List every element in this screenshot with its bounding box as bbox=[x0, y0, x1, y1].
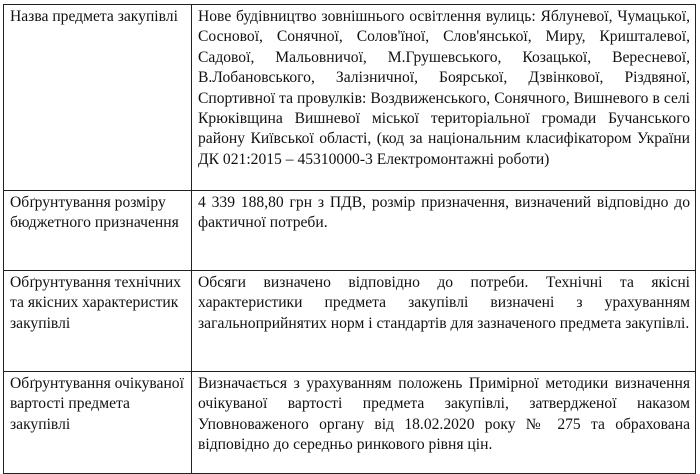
procurement-subject-value: Нове будівництво зовнішнього освітлення вулиць: Яблуневої, Чумацької, Соснової, Сонячної, Солов'їної, Слов'янської, Миру, Кришталевої, Садової, Мальовничої, М.Грушевського, Козацької, Вересневої, В.Лобановського, Залізничної, Боярської, Дзвінкової, Різдвяної, Спортивної та провулків: Воздвиженського, Сонячного, Вишневого в селі Крюківщина Вишневої міської територіальної громади Бучанського району Київської області, (код за національним класифікатором України ДК 021:2015 – 45310000-3 Електромонтажні роботи) bbox=[192, 5, 696, 191]
technical-characteristics-label: Обґрунтування технічних та якісних характеристик закупівлі bbox=[4, 271, 192, 372]
budget-justification-value: 4 339 188,80 грн з ПДВ, розмір призначення, визначений відповідно до фактичної потреби. bbox=[192, 191, 696, 271]
expected-cost-label: Обґрунтування очікуваної вартості предмета закупівлі bbox=[4, 372, 192, 474]
procurement-subject-label: Назва предмета закупівлі bbox=[4, 5, 192, 191]
budget-justification-label: Обґрунтування розміру бюджетного призначення bbox=[4, 191, 192, 271]
expected-cost-value: Визначається з урахуванням положень Примірної методики визначення очікуваної вартості предмета закупівлі, затвердженої наказом Уповноваженого органу від 18.02.2020 року № 275 та обрахована відповідно до середньо ринкового рівня цін. bbox=[192, 372, 696, 474]
table-row bbox=[4, 372, 696, 474]
table-row bbox=[4, 271, 696, 372]
technical-characteristics-value: Обсяги визначено відповідно до потреби. Технічні та якісні характеристики предмета закупівлі визначені з урахуванням загальноприйнятих норм і стандартів для зазначеного предмета закупівлі. bbox=[192, 271, 696, 372]
procurement-justification-table bbox=[3, 4, 696, 474]
table-row bbox=[4, 5, 696, 191]
table-row bbox=[4, 191, 696, 271]
